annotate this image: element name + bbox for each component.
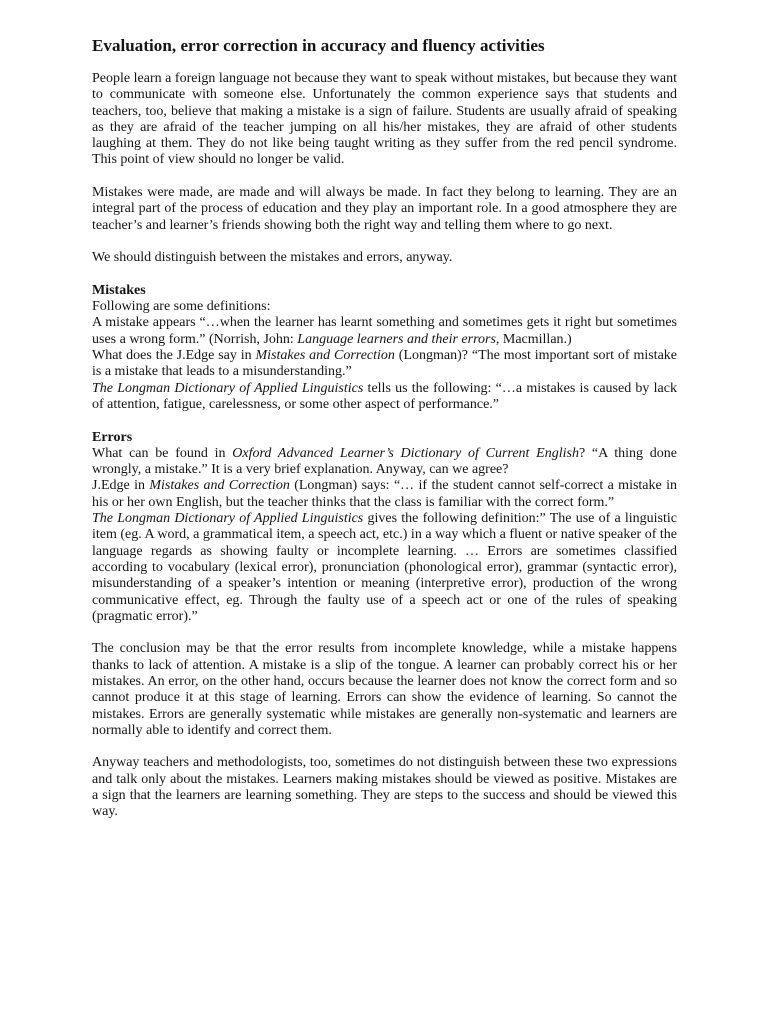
errors-heading: Errors	[92, 429, 133, 445]
paragraph-spacer	[92, 234, 677, 250]
errors-def1-tail: ? “A thing done wrongly, a mistake.” It is a very brief explanation. Anyway, can we agree?	[92, 445, 677, 478]
errors-def2-text: J.Edge in	[92, 478, 150, 494]
conclusion-paragraph-1: The conclusion may be that the error results from incomplete knowledge, while a mistake happens thanks to lack of attention. A mistake is a slip of the tongue. A learner can probably correct his or her mistakes. An error, on the other hand, occurs because the learner does not know the correct form and so cannot produce it at this stage of learning. Errors can show the evidence of learning. So cannot the mistakes. Errors are generally systematic while mistakes are generally non-systematic and learners are normally able to identify and correct them.	[92, 641, 677, 738]
errors-definition-1	[92, 446, 677, 479]
errors-definition-2	[92, 478, 677, 511]
mistakes-def1-text: A mistake appears “…when the learner has learnt something and sometimes gets it right but sometimes uses a wrong form.” (Norrish, John:	[92, 315, 677, 347]
conclusion-paragraph-2: Anyway teachers and methodologists, too, sometimes do not distinguish between these two expressions and talk only about the mistakes. Learners making mistakes should be viewed as positive. Mistakes are a sign that the learners are learning something. They are steps to the success and should be viewed this way.	[92, 755, 677, 820]
paragraph-spacer	[92, 739, 677, 755]
errors-def3-tail: gives the following definition:” The use of a linguistic item (eg. A word, a grammatical item, a speech act, etc.) in a way which a fluent or native speaker of the language regards as showing faulty or incomplete learning. … Errors are sometimes classified according to vocabulary (lexical error), pronunciation (phonological error), grammar (syntactic error), misunderstanding of a speaker’s intention or meaning (interpretive error), production of the wrong communicative effect, eg. Through the faulty use of a speech act or one of the rules of speaking (pragmatic error).”	[92, 511, 677, 624]
errors-def2-book-title: Mistakes and Correction	[149, 478, 290, 494]
mistakes-definition-1	[92, 315, 677, 348]
document-title: Evaluation, error correction in accuracy and fluency activities	[92, 36, 545, 55]
mistakes-definition-2	[92, 348, 677, 381]
mistakes-def1-book-title: Language learners and their errors	[297, 331, 496, 347]
mistakes-heading: Mistakes	[92, 282, 146, 298]
intro-paragraph-2: Mistakes were made, are made and will always be made. In fact they belong to learning. They are an integral part of the process of education and they play an important role. In a good atmosphere they are teacher’s and learner’s friends showing both the right way and telling them where to go next.	[92, 185, 677, 233]
mistakes-def3-tail: tells us the following: “…a mistakes is caused by lack of attention, fatigue, carelessness, or some other aspect of performance.”	[92, 380, 677, 412]
mistakes-def1-tail: , Macmillan.)	[495, 331, 572, 347]
errors-def2-tail: (Longman) says: “… if the student cannot self-correct a mistake in his or her own English, but the teacher thinks that the class is familiar with the correct form.”	[92, 478, 677, 510]
mistakes-def2-text: What does the J.Edge say in	[92, 348, 256, 364]
intro-paragraph-1: People learn a foreign language not because they want to speak without mistakes, but because they want to communicate with someone else. Unfortunately the common experience says that students and teachers, too, believe that making a mistake is a sign of failure. Students are usually afraid of speaking as they are afraid of the teacher jumping on all his/her mistakes, they are afraid of other students laughing at them. They do not like being taught writing as they suffer from the red pencil syndrome. This point of view should no longer be valid.	[92, 71, 677, 168]
intro-paragraph-3: We should distinguish between the mistakes and errors, anyway.	[92, 250, 453, 266]
paragraph-spacer	[92, 267, 677, 283]
errors-def3-book-title: The Longman Dictionary of Applied Linguistics	[92, 511, 364, 527]
mistakes-def2-tail: (Longman)? “The most important sort of mistake is a mistake that leads to a misunderstanding.”	[92, 348, 678, 380]
mistakes-def3-book-title: The Longman Dictionary of Applied Linguistics	[92, 380, 364, 396]
mistakes-def2-book-title: Mistakes and Correction	[255, 348, 395, 364]
errors-def1-text: What can be found in	[92, 445, 233, 461]
paragraph-spacer	[92, 413, 677, 429]
mistakes-intro-line: Following are some definitions:	[92, 299, 271, 315]
paragraph-spacer	[92, 169, 677, 185]
mistakes-definition-3	[92, 381, 677, 414]
errors-definition-3	[92, 511, 677, 625]
paragraph-spacer	[92, 625, 677, 641]
errors-def1-book-title: Oxford Advanced Learner’s Dictionary of Current English	[232, 445, 579, 461]
